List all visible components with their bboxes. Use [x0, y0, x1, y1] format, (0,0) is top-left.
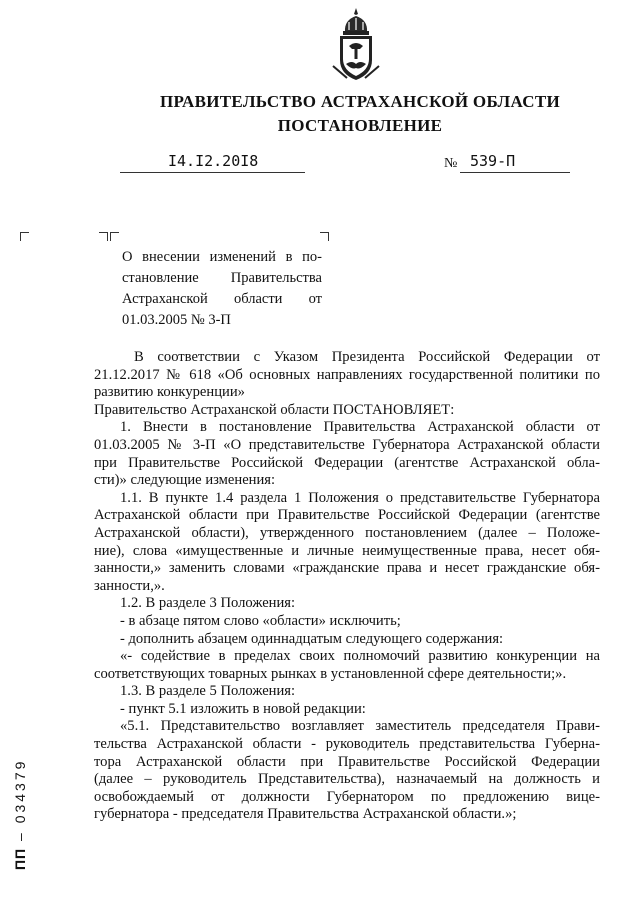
- corner-mark-subject-left-a: [99, 232, 108, 241]
- organization-title: ПРАВИТЕЛЬСТВО АСТРАХАНСКОЙ ОБЛАСТИ: [160, 92, 560, 111]
- text-line: освобождаемый от должности Губернатором по предложению вице-: [94, 788, 600, 805]
- document-body: [94, 349, 600, 824]
- text-line: Астраханской области), утвержденного постановлением (далее – Положе-: [94, 524, 600, 541]
- subject-line: становление Правительства: [122, 270, 322, 286]
- text-line: - дополнить абзацем одиннадцатым следующего содержания:: [120, 630, 504, 647]
- text-line: 1. Внести в постановление Правительства Астраханской области от: [120, 419, 600, 436]
- text-line: 21.12.2017 № 618 «Об основных направлениях государственной политики по: [94, 366, 600, 383]
- text-line: сти)» следующие изменения:: [94, 472, 276, 489]
- text-line: - в абзаце пятом слово «области» исключить;: [120, 612, 401, 629]
- serial-code: [12, 740, 32, 870]
- subject-line: 01.03.2005 № 3-П: [122, 312, 231, 328]
- coat-of-arms-emblem: [327, 6, 385, 84]
- text-line: «5.1. Представительство возглавляет заместитель председателя Прави-: [120, 718, 600, 735]
- text-line: 01.03.2005 № 3-П «О представительстве Губернатора Астраханской области: [94, 436, 600, 453]
- item-1-1: [94, 490, 600, 596]
- item-1-2: [94, 595, 600, 613]
- text-line: (далее – руководитель Представительства), назначаемый на должность и: [94, 771, 600, 788]
- document-number: 539-П: [470, 152, 516, 170]
- subject-line: О внесении изменений в по-: [122, 249, 322, 265]
- document-subject: [122, 247, 322, 331]
- text-line: Астраханской области при Правительстве Российской Федерации (агентстве: [94, 507, 600, 524]
- item-1-2-a: [94, 613, 600, 631]
- number-underline: [460, 172, 570, 173]
- item-1: [94, 419, 600, 489]
- serial-prefix: ПП: [12, 847, 28, 870]
- text-line: при Правительстве Российской Федерации (агентстве Астраханской обла-: [94, 454, 600, 471]
- item-1-3-b: [94, 718, 600, 824]
- corner-mark-subject-right: [320, 232, 329, 241]
- text-line: 1.1. В пункте 1.4 раздела 1 Положения о представительстве Губернатора: [120, 489, 600, 506]
- serial-number: – 034379: [12, 758, 28, 841]
- text-line: развитию конкуренции»: [94, 384, 245, 401]
- text-line: тельства Астраханской области - руководитель представительства Губерна-: [94, 736, 600, 753]
- text-line: занности,».: [94, 577, 165, 594]
- document-type-title: ПОСТАНОВЛЕНИЕ: [277, 116, 443, 135]
- date-underline: [120, 172, 305, 173]
- text-line: - пункт 5.1 изложить в новой редакции:: [120, 700, 366, 717]
- text-line: ние), слова «имущественные и личные неимущественные права, несет обя-: [94, 542, 600, 559]
- text-line: соответствующих товарных рынках в установленной сфере деятельности;».: [94, 665, 567, 682]
- text-line: В соответствии с Указом Президента Российской Федерации от: [134, 349, 600, 365]
- resolves-line: [94, 402, 600, 420]
- text-line: тора Астраханской области при Правительстве Российской Федерации: [94, 753, 600, 770]
- document-date: I4.I2.20I8: [168, 152, 259, 170]
- item-1-3-a: [94, 701, 600, 719]
- corner-mark-left: [20, 232, 29, 241]
- subject-line: Астраханской области от: [122, 291, 322, 307]
- item-1-3: [94, 683, 600, 701]
- text-line: губернатора - председателя Правительства Астраханской области.»;: [94, 806, 517, 823]
- text-line: «- содействие в пределах своих полномочий развитию конкуренции на: [120, 648, 600, 665]
- number-sign: №: [444, 156, 458, 171]
- corner-mark-subject-left-b: [110, 232, 119, 241]
- preamble-paragraph: [94, 349, 600, 402]
- text-line: Правительство Астраханской области ПОСТАНОВЛЯЕТ:: [94, 401, 455, 418]
- text-line: 1.3. В разделе 5 Положения:: [120, 683, 296, 700]
- text-line: занности,» заменить словами «гражданские права и несет гражданские обя-: [94, 560, 600, 577]
- text-line: 1.2. В разделе 3 Положения:: [120, 595, 296, 612]
- item-1-2-c: [94, 648, 600, 683]
- item-1-2-b: [94, 631, 600, 649]
